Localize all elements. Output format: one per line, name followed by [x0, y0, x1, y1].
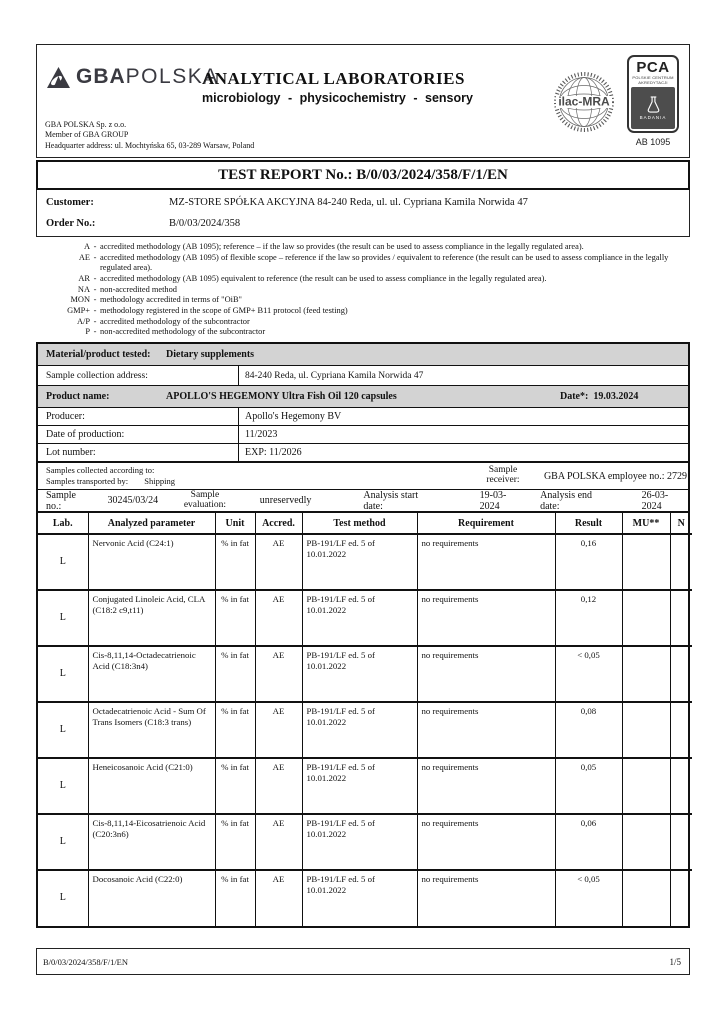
cell-mu	[622, 534, 670, 590]
legend-item	[36, 274, 690, 285]
sample-no-value: 30245/03/24	[107, 495, 159, 507]
results-table	[38, 513, 692, 926]
legend-item	[36, 295, 690, 306]
table-row	[38, 702, 692, 758]
collection-address-row	[38, 366, 688, 386]
samples-collected-block	[38, 465, 472, 488]
page-footer	[36, 948, 690, 975]
cell-n	[670, 534, 692, 590]
legend-dash: -	[93, 316, 97, 326]
cell-lab: L	[38, 870, 88, 926]
production-date-row	[38, 426, 688, 444]
cell-accred: AE	[255, 870, 302, 926]
legend-code: NA	[77, 284, 90, 294]
legend-item	[36, 242, 690, 253]
cell-requirement: no requirements	[417, 534, 555, 590]
lab-title-sub: microbiology - physicochemistry - sensory	[202, 91, 473, 105]
producer-value: Apollo's Hegemony BV	[245, 411, 342, 423]
analysis-start-value: 19-03-2024	[479, 489, 507, 512]
pca-badania-panel	[631, 87, 675, 129]
sample-number-row	[38, 490, 688, 513]
legend-item	[36, 327, 690, 338]
collection-address-value: 84-240 Reda, ul. Cypriana Kamila Norwida 47	[245, 370, 424, 381]
sample-receiver-value: GBA POLSKA employee no.: 2729	[543, 470, 687, 482]
material-row	[38, 344, 688, 366]
cell-parameter: Cis-8,11,14-Eicosatrienoic Acid (C20:3n6)	[88, 814, 215, 870]
cell-parameter: Octadecatrienoic Acid - Sum Of Trans Isomers (C18:3 trans)	[88, 702, 215, 758]
cell-accred: AE	[255, 590, 302, 646]
company-line: Headquarter address: ul. Mochtyńska 65, 03-289 Warsaw, Poland	[45, 140, 255, 150]
report-title-bar: TEST REPORT No.: B/0/03/2024/358/F/1/EN	[36, 160, 690, 190]
cell-lab: L	[38, 702, 88, 758]
accreditation-number: AB 1095	[635, 137, 671, 147]
material-value: Dietary supplements	[166, 349, 255, 361]
cell-mu	[622, 590, 670, 646]
results-header-row	[38, 513, 692, 534]
col-header-mu: MU**	[622, 513, 670, 534]
customer-box	[36, 190, 690, 237]
cell-unit: % in fat	[215, 534, 255, 590]
legend-text: accredited methodology (AB 1095); reference – if the law so provides (the result can be used to assess compliance in the legally regulated area).	[100, 242, 584, 251]
test-report-page	[36, 44, 690, 975]
legend-code: GMP+	[67, 306, 90, 316]
product-name-label: Product name:	[46, 391, 110, 403]
product-name-value: APOLLO'S HEGEMONY Ultra Fish Oil 120 capsules	[166, 391, 397, 403]
cell-unit: % in fat	[215, 646, 255, 702]
production-date-value: 11/2023	[245, 429, 278, 441]
legend-text: non-accredited methodology of the subcontractor	[100, 327, 266, 337]
legend-dash: -	[93, 252, 97, 262]
report-date	[560, 391, 688, 402]
cell-n	[670, 870, 692, 926]
table-row	[38, 590, 692, 646]
lab-title-main: ANALYTICAL LABORATORIES	[202, 69, 465, 88]
order-label: Order No.:	[46, 218, 96, 229]
logo-text-light: POLSKA	[125, 65, 219, 88]
pca-badge	[627, 55, 679, 133]
flask-icon	[646, 96, 661, 113]
samples-transported-value: Shipping	[144, 476, 175, 487]
cell-result: 0,05	[555, 758, 622, 814]
samples-transport-row	[38, 462, 688, 490]
order-row	[37, 213, 689, 234]
legend-code: A	[83, 242, 90, 251]
producer-row	[38, 408, 688, 426]
col-header-unit: Unit	[215, 513, 255, 534]
cell-method: PB-191/LF ed. 5 of 10.01.2022	[302, 702, 417, 758]
cell-result: 0,16	[555, 534, 622, 590]
cell-requirement: no requirements	[417, 758, 555, 814]
sample-no-label: Sample no.:	[46, 489, 76, 512]
legend-item	[36, 306, 690, 317]
report-date-value: 19.03.2024	[593, 391, 639, 403]
accreditation-legend	[36, 242, 690, 338]
company-address	[45, 120, 254, 151]
cell-n	[670, 758, 692, 814]
cell-unit: % in fat	[215, 590, 255, 646]
pca-subtitle-1: POLSKIE CENTRUM	[632, 75, 674, 80]
legend-text: methodology registered in the scope of GMP+ B11 protocol (feed testing)	[100, 306, 348, 316]
legend-code: MON	[70, 295, 90, 305]
cell-method: PB-191/LF ed. 5 of 10.01.2022	[302, 870, 417, 926]
cell-method: PB-191/LF ed. 5 of 10.01.2022	[302, 758, 417, 814]
legend-code: AR	[78, 274, 90, 284]
legend-item	[36, 253, 690, 274]
cell-requirement: no requirements	[417, 814, 555, 870]
cell-unit: % in fat	[215, 758, 255, 814]
legend-dash: -	[93, 242, 97, 251]
legend-text: accredited methodology of the subcontractor	[100, 316, 250, 326]
gba-triangle-icon	[47, 67, 70, 88]
cell-accred: AE	[255, 646, 302, 702]
legend-text: accredited methodology (AB 1095) equivalent to reference (the result can be used to assess compliance in the legally regulated area).	[100, 274, 547, 284]
cell-accred: AE	[255, 534, 302, 590]
cell-parameter: Heneicosanoic Acid (C21:0)	[88, 758, 215, 814]
cell-unit: % in fat	[215, 814, 255, 870]
cell-lab: L	[38, 758, 88, 814]
cell-result: 0,08	[555, 702, 622, 758]
cell-parameter: Cis-8,11,14-Octadecatrienoic Acid (C18:3n4)	[88, 646, 215, 702]
accreditation-stamps	[553, 55, 679, 147]
legend-dash: -	[93, 274, 97, 284]
cell-parameter: Conjugated Linoleic Acid, CLA (C18:2 c9,t11)	[88, 590, 215, 646]
legend-text: accredited methodology (AB 1095) of flexible scope – reference if the law so provides / equivalent to reference (the result can be used to assess compliance in the legally regulated area).	[100, 252, 669, 273]
cell-requirement: no requirements	[417, 590, 555, 646]
ilac-mra-label: ilac-MRA	[558, 94, 610, 109]
col-header-parameter: Analyzed parameter	[88, 513, 215, 534]
samples-transported-label: Samples transported by:	[46, 476, 129, 487]
table-row	[38, 814, 692, 870]
ilac-mra-globe-icon	[553, 71, 615, 133]
lot-number-value: EXP: 11/2026	[245, 447, 302, 459]
ilac-mra-stamp	[553, 71, 615, 138]
legend-code: P	[85, 327, 90, 337]
production-date-label: Date of production:	[38, 426, 239, 443]
letterhead	[36, 44, 690, 158]
analysis-end-label: Analysis end date:	[540, 489, 593, 512]
legend-code: AE	[78, 252, 90, 262]
cell-result: < 0,05	[555, 870, 622, 926]
cell-parameter: Docosanoic Acid (C22:0)	[88, 870, 215, 926]
col-header-accred: Accred.	[255, 513, 302, 534]
col-header-result: Result	[555, 513, 622, 534]
cell-n	[670, 590, 692, 646]
company-line: GBA POLSKA Sp. z o.o.	[45, 119, 127, 129]
legend-dash: -	[93, 306, 97, 316]
material-label: Material/product tested:	[46, 349, 151, 361]
col-header-n: N	[670, 513, 692, 534]
product-name-row	[38, 386, 688, 408]
order-value: B/0/03/2024/358	[169, 218, 241, 229]
table-row	[38, 870, 692, 926]
legend-dash: -	[93, 295, 97, 305]
cell-accred: AE	[255, 702, 302, 758]
samples-transported-line	[46, 476, 472, 487]
table-row	[38, 758, 692, 814]
cell-requirement: no requirements	[417, 702, 555, 758]
pca-name: PCA	[636, 59, 670, 76]
table-row	[38, 534, 692, 590]
samples-collected-label: Samples collected according to:	[46, 464, 155, 475]
legend-code: A/P	[76, 316, 90, 326]
cell-method: PB-191/LF ed. 5 of 10.01.2022	[302, 646, 417, 702]
collection-address-label: Sample collection address:	[38, 366, 239, 385]
lot-number-label: Lot number:	[38, 444, 239, 461]
producer-label: Producer:	[38, 408, 239, 425]
customer-value: MZ-STORE SPÓŁKA AKCYJNA 84-240 Reda, ul. ul. Cypriana Kamila Norwida 47	[169, 197, 528, 208]
legend-item	[36, 317, 690, 328]
cell-mu	[622, 646, 670, 702]
legend-dash: -	[93, 327, 97, 337]
cell-lab: L	[38, 814, 88, 870]
cell-result: 0,06	[555, 814, 622, 870]
cell-lab: L	[38, 534, 88, 590]
cell-mu	[622, 758, 670, 814]
cell-n	[670, 814, 692, 870]
legend-text: methodology accredited in terms of "OiB"	[100, 295, 242, 305]
legend-text: non-accredited method	[100, 284, 177, 294]
cell-accred: AE	[255, 758, 302, 814]
company-line: Member of GBA GROUP	[45, 130, 129, 140]
lot-number-row	[38, 444, 688, 462]
table-row	[38, 646, 692, 702]
cell-unit: % in fat	[215, 870, 255, 926]
cell-result: 0,12	[555, 590, 622, 646]
customer-row	[37, 192, 689, 213]
logo-text-bold: GBA	[76, 65, 126, 88]
cell-requirement: no requirements	[417, 646, 555, 702]
cell-method: PB-191/LF ed. 5 of 10.01.2022	[302, 534, 417, 590]
col-header-requirement: Requirement	[417, 513, 555, 534]
customer-label: Customer:	[46, 197, 94, 208]
sample-evaluation-value: unreservedly	[259, 495, 312, 507]
cell-method: PB-191/LF ed. 5 of 10.01.2022	[302, 590, 417, 646]
cell-mu	[622, 702, 670, 758]
cell-unit: % in fat	[215, 702, 255, 758]
legend-item	[36, 285, 690, 296]
col-header-lab: Lab.	[38, 513, 88, 534]
analysis-start-label: Analysis start date:	[363, 489, 419, 512]
sample-receiver-label: Sample receiver:	[486, 465, 520, 486]
cell-mu	[622, 870, 670, 926]
cell-lab: L	[38, 590, 88, 646]
cell-method: PB-191/LF ed. 5 of 10.01.2022	[302, 814, 417, 870]
col-header-method: Test method	[302, 513, 417, 534]
cell-result: < 0,05	[555, 646, 622, 702]
footer-page-number: 1/5	[669, 956, 681, 967]
cell-n	[670, 702, 692, 758]
cell-mu	[622, 814, 670, 870]
gba-logo	[47, 65, 219, 89]
pca-badania-label: BADANIA	[639, 115, 667, 120]
sample-results-table	[36, 342, 690, 928]
cell-n	[670, 646, 692, 702]
cell-accred: AE	[255, 814, 302, 870]
cell-parameter: Nervonic Acid (C24:1)	[88, 534, 215, 590]
lab-title	[202, 69, 532, 105]
footer-report-number: B/0/03/2024/358/F/1/EN	[43, 956, 129, 967]
pca-logo	[627, 55, 679, 147]
sample-evaluation-label: Sample evaluation:	[183, 489, 227, 510]
pca-subtitle-2: AKREDYTACJI	[638, 80, 668, 85]
report-date-label: Date*:	[560, 391, 589, 403]
cell-requirement: no requirements	[417, 870, 555, 926]
legend-dash: -	[93, 284, 97, 294]
analysis-end-value: 26-03-2024	[641, 489, 669, 512]
cell-lab: L	[38, 646, 88, 702]
